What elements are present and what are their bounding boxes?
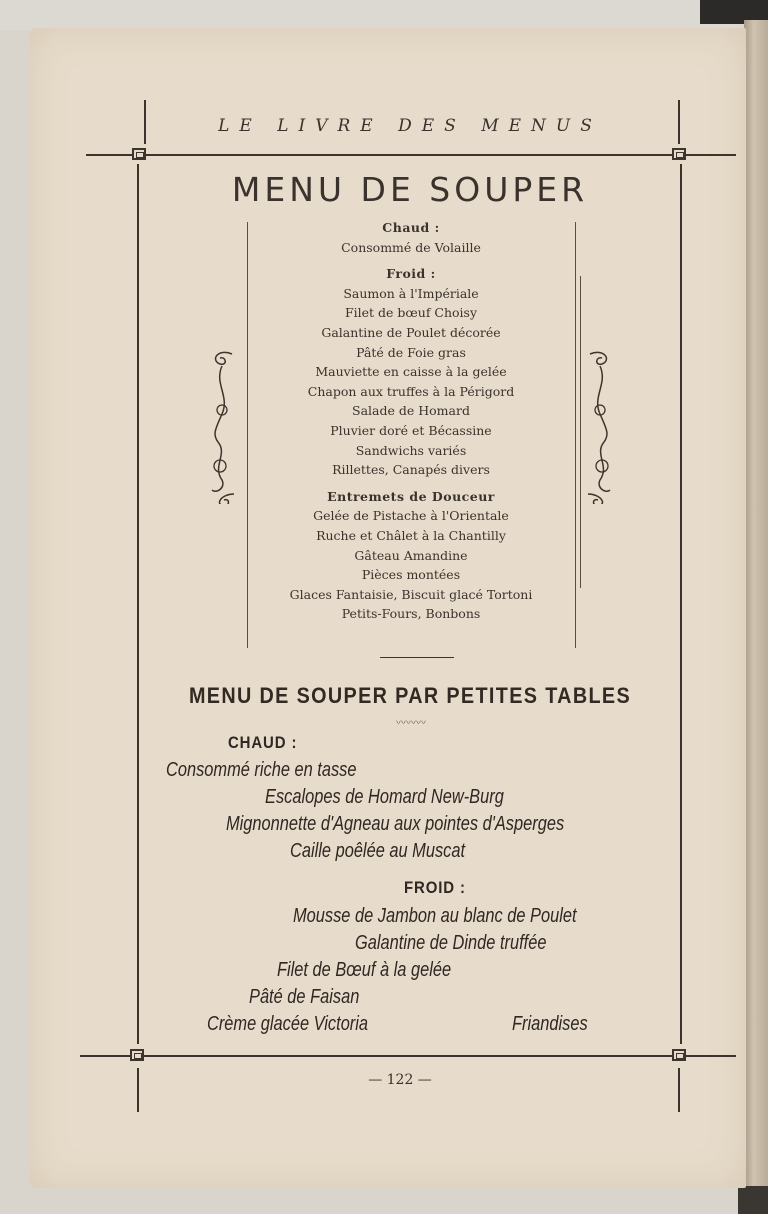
corner-ornament-br	[672, 1049, 686, 1061]
froid-item: Friandises	[512, 1013, 588, 1035]
froid-heading: FROID :	[404, 878, 466, 897]
frame-top-rule	[86, 154, 736, 156]
menu-item: Chapon aux truffes à la Périgord	[307, 383, 515, 399]
next-page-edge	[744, 20, 768, 1214]
menu-souper-title: MENU DE SOUPER	[231, 170, 589, 209]
menu-item: Galantine de Poulet décorée	[321, 324, 501, 340]
corner-ornament-tr	[672, 148, 686, 160]
book-edge-bottom	[738, 1186, 768, 1214]
frame-right-top-stub	[678, 100, 680, 144]
section-heading-chaud: Chaud :	[382, 220, 440, 235]
menu-rule-right-inner	[580, 276, 581, 588]
menu-separator	[380, 657, 454, 658]
corner-ornament-tl	[132, 148, 146, 160]
menu-petites-tables-title: MENU DE SOUPER PAR PETITES TABLES	[188, 683, 632, 708]
page-number: — 122 —	[368, 1072, 432, 1088]
menu-item: Mauviette en caisse à la gelée	[315, 364, 507, 380]
frame-right	[680, 164, 682, 1044]
section-heading-froid: Froid :	[386, 266, 436, 282]
chaud-item: Mignonnette d'Agneau aux pointes d'Asperges	[226, 813, 565, 835]
corner-ornament-bl	[130, 1049, 144, 1061]
frame-right-bottom-stub	[678, 1068, 680, 1112]
froid-item: Crème glacée Victoria	[207, 1013, 369, 1035]
froid-item: Pâté de Faisan	[249, 986, 360, 1008]
menu-item: Salade de Homard	[352, 403, 470, 419]
scroll-ornament-left	[204, 344, 240, 504]
menu-item: Gâteau Amandine	[354, 547, 468, 563]
scan-background	[0, 0, 768, 30]
menu-item: Consommé de Volaille	[341, 239, 481, 255]
froid-item: Filet de Bœuf à la gelée	[277, 959, 452, 981]
section-heading-entremets: Entremets de Douceur	[327, 488, 495, 504]
menu-item: Filet de bœuf Choisy	[344, 305, 478, 321]
frame-left-top-stub	[144, 100, 146, 144]
menu-item: Petits-Fours, Bonbons	[341, 606, 481, 622]
frame-left	[137, 164, 139, 1044]
menu-item: Pièces montées	[361, 567, 461, 583]
frame-bottom-rule	[80, 1055, 736, 1057]
chaud-heading: CHAUD :	[228, 733, 298, 752]
chaud-item: Caille poêlée au Muscat	[290, 840, 466, 862]
menu-item: Ruche et Châlet à la Chantilly	[316, 527, 506, 543]
menu-item: Pâté de Foie gras	[356, 344, 466, 360]
chaud-item: Consommé riche en tasse	[166, 759, 357, 781]
froid-item: Galantine de Dinde truffée	[355, 932, 547, 954]
froid-item: Mousse de Jambon au blanc de Poulet	[293, 905, 577, 927]
scroll-ornament-right	[582, 344, 618, 504]
running-head: LE LIVRE DES MENUS	[218, 116, 602, 136]
menu-item: Sandwichs variés	[355, 442, 467, 458]
title-squiggle: 〰〰〰	[396, 718, 426, 729]
chaud-item: Escalopes de Homard New-Burg	[265, 786, 504, 808]
menu-item: Glaces Fantaisie, Biscuit glacé Tortoni	[289, 586, 533, 602]
menu-item: Saumon à l'Impériale	[343, 285, 479, 301]
menu-souper-list	[250, 218, 572, 624]
menu-item: Pluvier doré et Bécassine	[330, 422, 492, 438]
menu-rule-left	[247, 222, 248, 648]
frame-left-bottom-stub	[137, 1068, 139, 1112]
menu-item: Gelée de Pistache à l'Orientale	[313, 508, 509, 524]
menu-rule-right	[575, 222, 576, 648]
menu-item: Rillettes, Canapés divers	[332, 462, 490, 478]
